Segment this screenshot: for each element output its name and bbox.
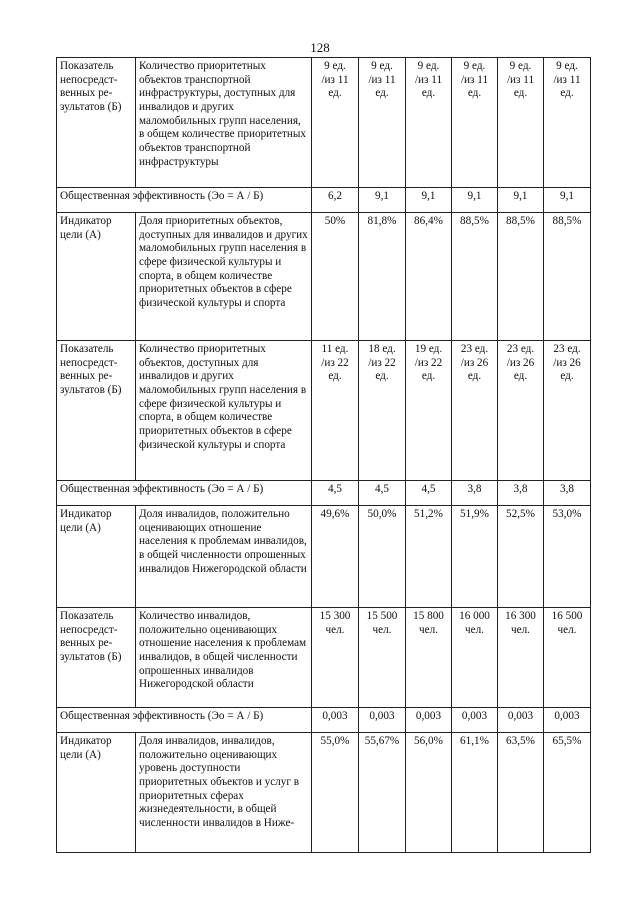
row-label: Показатель непосредст- венных ре- зультатов (Б) [57,608,136,708]
value-cell: 9 ед. /из 11 ед. [312,58,359,188]
row-description: Доля приоритетных объектов, доступных для инвалидов и других маломобильных групп населения в сфере физической культуры и спорта, в общем количестве приоритетных объектов в сфере физической культуры и спорта [136,213,312,341]
efficiency-row [57,481,591,506]
value-cell: 0,003 [312,708,359,733]
value-cell: 81,8% [359,213,406,341]
value-cell: 0,003 [359,708,406,733]
row-label: Показатель непосредст- венных ре- зультатов (Б) [57,58,136,188]
row-description: Доля инвалидов, положительно оценивающих отношение населения к проблемам инвалидов, в общей численности опрошенных инвалидов Нижегородской области [136,506,312,608]
row-label: Индикатор цели (А) [57,213,136,341]
value-cell: 4,5 [359,481,406,506]
row-label: Индикатор цели (А) [57,506,136,608]
value-cell: 9 ед. /из 11 ед. [544,58,591,188]
value-cell: 3,8 [544,481,591,506]
value-cell: 86,4% [406,213,452,341]
value-cell: 4,5 [312,481,359,506]
row-label: Индикатор цели (А) [57,733,136,853]
efficiency-row [57,188,591,213]
indicators-table [56,57,591,853]
value-cell: 56,0% [406,733,452,853]
value-cell: 52,5% [498,506,544,608]
indicator-row [57,733,591,853]
efficiency-label: Общественная эффективность (Эо = А / Б) [57,481,312,506]
value-cell: 15 500 чел. [359,608,406,708]
indicator-row [57,608,591,708]
value-cell: 15 300 чел. [312,608,359,708]
value-cell: 23 ед. /из 26 ед. [452,341,498,481]
value-cell: 9 ед. /из 11 ед. [452,58,498,188]
value-cell: 55,0% [312,733,359,853]
value-cell: 9,1 [452,188,498,213]
value-cell: 4,5 [406,481,452,506]
value-cell: 6,2 [312,188,359,213]
value-cell: 0,003 [452,708,498,733]
value-cell: 88,5% [452,213,498,341]
value-cell: 88,5% [544,213,591,341]
value-cell: 16 300 чел. [498,608,544,708]
value-cell: 16 000 чел. [452,608,498,708]
value-cell: 9,1 [544,188,591,213]
value-cell: 50,0% [359,506,406,608]
value-cell: 9,1 [406,188,452,213]
indicator-row [57,506,591,608]
value-cell: 19 ед. /из 22 ед. [406,341,452,481]
value-cell: 51,2% [406,506,452,608]
value-cell: 55,67% [359,733,406,853]
value-cell: 23 ед. /из 26 ед. [544,341,591,481]
row-description: Доля инвалидов, инвалидов, положительно оценивающих уровень доступности приоритетных объектов и услуг в приоритетных сферах жизнедеятельности, в общей численности инвалидов в Ниже- [136,733,312,853]
value-cell: 0,003 [544,708,591,733]
efficiency-row [57,708,591,733]
efficiency-label: Общественная эффективность (Эо = А / Б) [57,708,312,733]
value-cell: 9 ед. /из 11 ед. [359,58,406,188]
value-cell: 63,5% [498,733,544,853]
value-cell: 9 ед. /из 11 ед. [406,58,452,188]
value-cell: 0,003 [406,708,452,733]
value-cell: 23 ед. /из 26 ед. [498,341,544,481]
value-cell: 88,5% [498,213,544,341]
value-cell: 65,5% [544,733,591,853]
value-cell: 15 800 чел. [406,608,452,708]
value-cell: 51,9% [452,506,498,608]
efficiency-label: Общественная эффективность (Эо = А / Б) [57,188,312,213]
value-cell: 50% [312,213,359,341]
page-number: 128 [310,40,330,55]
value-cell: 9,1 [359,188,406,213]
value-cell: 18 ед. /из 22 ед. [359,341,406,481]
row-description: Количество инвалидов, положительно оценивающих отношение населения к проблемам инвалидов, в общей численности опрошенных инвалидов Нижегородской области [136,608,312,708]
value-cell: 61,1% [452,733,498,853]
row-label: Показатель непосредст- венных ре- зультатов (Б) [57,341,136,481]
value-cell: 3,8 [452,481,498,506]
value-cell: 9 ед. /из 11 ед. [498,58,544,188]
indicator-row [57,213,591,341]
indicator-row [57,58,591,188]
value-cell: 0,003 [498,708,544,733]
value-cell: 16 500 чел. [544,608,591,708]
value-cell: 53,0% [544,506,591,608]
value-cell: 11 ед. /из 22 ед. [312,341,359,481]
indicator-row [57,341,591,481]
value-cell: 9,1 [498,188,544,213]
row-description: Количество приоритетных объектов, доступных для инвалидов и других маломобильных групп населения в сфере физической культуры и спорта, в общем количестве приоритетных объектов в сфере физической культуры и спорта [136,341,312,481]
row-description: Количество приоритетных объектов транспортной инфраструктуры, доступных для инвалидов и других маломобильных групп населения, в общем количестве приоритетных объектов транспортной инфраструктуры [136,58,312,188]
value-cell: 3,8 [498,481,544,506]
value-cell: 49,6% [312,506,359,608]
